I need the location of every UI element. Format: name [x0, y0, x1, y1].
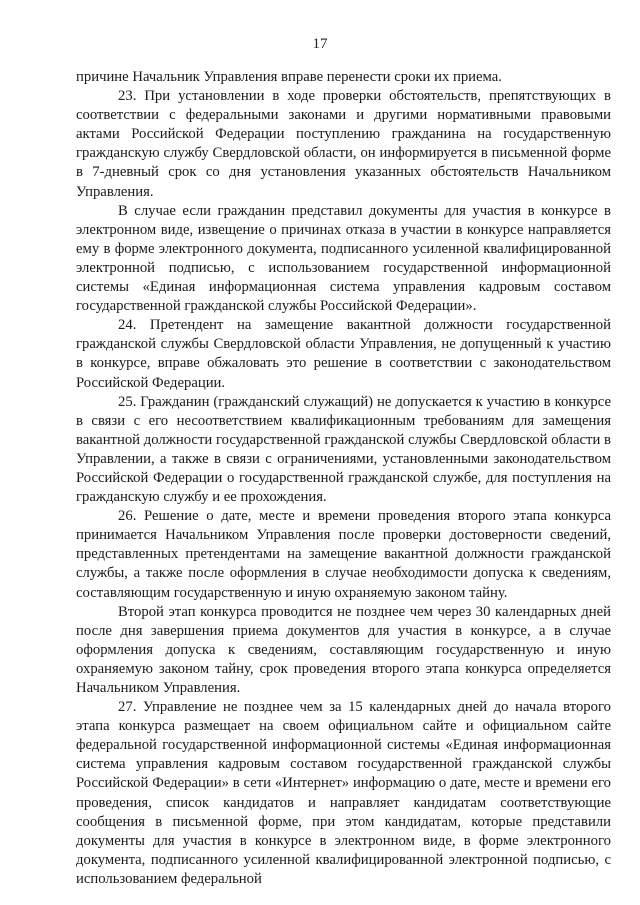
paragraph-item-26: 26. Решение о дате, месте и времени проведения второго этапа конкурса принимается Начальником Управления после проверки достоверности сведений, представленных претендентами на замещение вакантной должности гражданской службы, а также после оформления в случае необходимости допуска к сведениям, составляющим государственную и иную охраняемую законом тайну.: [76, 508, 611, 601]
page-number: 17: [312, 36, 328, 52]
paragraph-item-27: 27. Управление не позднее чем за 15 календарных дней до начала второго этапа конкурса размещает на своем официальном сайте и официальном сайте федеральной государственной информационной системы «Единая информационная система управления кадровым составом государственной гражданской службы Российской Федерации» в сети «Интернет» информацию о дате, месте и времени его проведения, список кандидатов и направляет кандидатам соответствующие сообщения в письменной форме, при этом кандидатам, которые представили документы для участия в конкурсе в электронном виде, в форме электронного документа, подписанного усиленной квалифицированной электронной подписью, с использованием федеральной: [76, 699, 611, 887]
paragraph-continuation: причине Начальник Управления вправе перенести сроки их приема.: [76, 69, 502, 85]
document-body: [76, 68, 611, 889]
paragraph-electronic-refusal-notice: В случае если гражданин представил документы для участия в конкурсе в электронном виде, извещение о причинах отказа в участии в конкурсе направляется ему в форме электронного документа, подписанного усиленной квалифицированной электронной подписью, с использованием государственной информационной системы «Единая информационная система управления кадровым составом государственной гражданской службы Российской Федерации».: [76, 202, 611, 315]
paragraph-item-25: 25. Гражданин (гражданский служащий) не допускается к участию в конкурсе в связи с его несоответствием квалификационным требованиям для замещения вакантной должности государственной гражданской службы Свердловской области в Управлении, а также в связи с ограничениями, установленными законодательством Российской Федерации о государственной гражданской службе, для поступления на гражданскую службу и ее прохождения.: [76, 393, 611, 506]
paragraph-second-stage-timing: Второй этап конкурса проводится не позднее чем через 30 календарных дней после дня завершения приема документов для участия в конкурсе, а в случае оформления допуска к сведениям, составляющим государственную и иную охраняемую законом тайну, срок проведения второго этапа конкурса определяется Начальником Управления.: [76, 603, 611, 696]
paragraph-item-23: 23. При установлении в ходе проверки обстоятельств, препятствующих в соответствии с федеральными законами и другими нормативными правовыми актами Российской Федерации поступлению гражданина на государственную гражданскую службу Свердловской области, он информируется в письменной форме в 7-дневный срок со дня установления указанных обстоятельств Начальником Управления.: [76, 88, 611, 200]
paragraph-item-24: 24. Претендент на замещение вакантной должности государственной гражданской службы Свердловской области Управления, не допущенный к участию в конкурсе, вправе обжаловать это решение в соответствии с законодательством Российской Федерации.: [76, 317, 611, 391]
